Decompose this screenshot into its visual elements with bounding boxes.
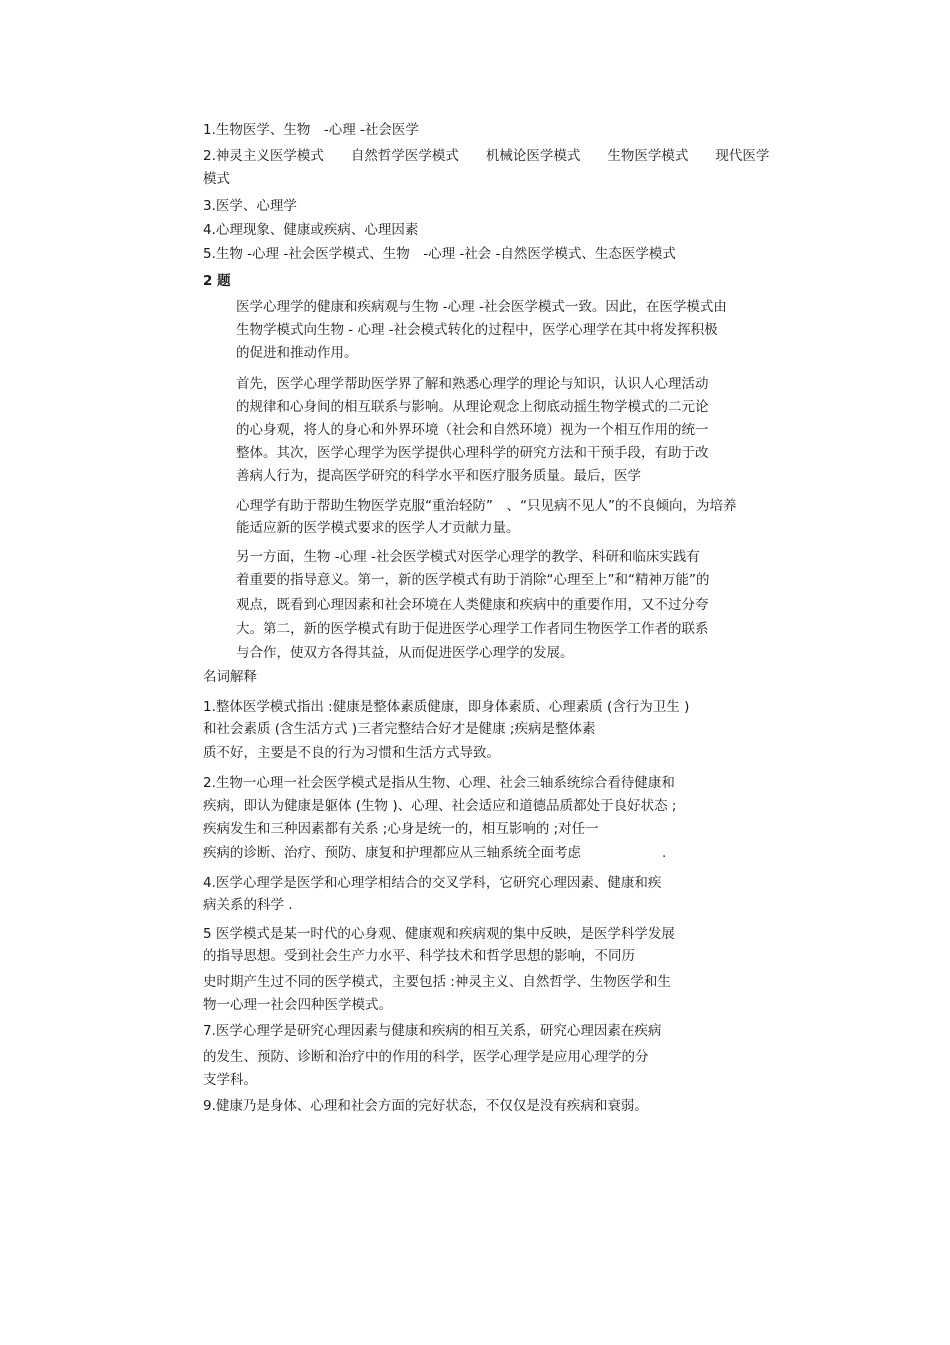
glossary-line: 疾病发生和三种因素都有关系 ;心身是统一的，相互影响的 ;对任一 [203,821,599,837]
essay-line: 的心身观，将人的身心和外界环境（社会和自然环境）视为一个相互作用的统一 [236,422,709,438]
answer-line-2-cont: 模式 [203,171,230,187]
glossary-line: 物一心理一社会四种医学模式。 [203,997,392,1013]
essay-line: 心理学有助于帮助生物医学克服“重治轻防” 、“只见病不见人”的不良倾向，为培养 [236,498,737,514]
glossary-heading: 名词解释 [203,669,257,685]
glossary-line: 的发生、预防、诊断和治疗中的作用的科学，医学心理学是应用心理学的分 [203,1049,649,1065]
essay-line: 能适应新的医学模式要求的医学人才贡献力量。 [236,520,520,536]
essay-line: 大。第二，新的医学模式有助于促进医学心理学工作者同生物医学工作者的联系 [236,621,709,637]
glossary-line: 疾病的诊断、治疗、预防、康复和护理都应从三轴系统全面考虑 . [203,845,667,861]
glossary-line: 7.医学心理学是研究心理因素与健康和疾病的相互关系，研究心理因素在疾病 [203,1023,662,1039]
answer-line-2: 2.神灵主义医学模式 自然哲学医学模式 机械论医学模式 生物医学模式 现代医学 [203,148,770,164]
answer-line-4: 4.心理现象、健康或疾病、心理因素 [203,222,419,238]
essay-line: 的规律和心身间的相互联系与影响。从理论观念上彻底动摇生物学模式的二元论 [236,399,709,415]
glossary-line: 和社会素质 (含生活方式 )三者完整结合好才是健康 ;疾病是整体素 [203,721,596,737]
glossary-line: 质不好，主要是不良的行为习惯和生活方式导致。 [203,745,500,761]
glossary-line: 史时期产生过不同的医学模式，主要包括 :神灵主义、自然哲学、生物医学和生 [203,974,671,990]
glossary-line: 9.健康乃是身体、心理和社会方面的完好状态，不仅仅是没有疾病和衰弱。 [203,1098,648,1114]
essay-line: 首先，医学心理学帮助医学界了解和熟悉心理学的理论与知识，认识人心理活动 [236,376,709,392]
essay-line: 另一方面，生物 -心理 -社会医学模式对医学心理学的教学、科研和临床实践有 [236,549,700,565]
glossary-line: 5 医学模式是某一时代的心身观、健康观和疾病观的集中反映，是医学科学发展 [203,926,675,942]
essay-line: 着重要的指导意义。第一，新的医学模式有助于消除“心理至上”和“精神万能”的 [236,572,710,588]
glossary-line: 1.整体医学模式指出 :健康是整体素质健康，即身体素质、心理素质 (含行为卫生 ) [203,699,690,715]
glossary-line: 4.医学心理学是医学和心理学相结合的交叉学科，它研究心理因素、健康和疾 [203,875,662,891]
section-2-heading: 2 题 [203,273,231,289]
glossary-line: 疾病，即认为健康是躯体 (生物 )、心理、社会适应和道德品质都处于良好状态 ; [203,798,677,814]
essay-line: 生物学模式向生物 - 心理 -社会模式转化的过程中，医学心理学在其中将发挥积极 [236,322,718,338]
essay-line: 与合作，使双方各得其益，从而促进医学心理学的发展。 [236,645,574,661]
essay-line: 医学心理学的健康和疾病观与生物 -心理 -社会医学模式一致。因此，在医学模式由 [236,299,727,315]
glossary-line: 病关系的科学 . [203,897,293,913]
answer-line-1: 1.生物医学、生物 -心理 -社会医学 [203,122,419,138]
essay-line: 善病人行为，提高医学研究的科学水平和医疗服务质量。最后，医学 [236,468,641,484]
answer-line-5: 5.生物 -心理 -社会医学模式、生物 -心理 -社会 -自然医学模式、生态医学模式 [203,246,676,262]
glossary-line: 2.生物一心理一社会医学模式是指从生物、心理、社会三轴系统综合看待健康和 [203,775,675,791]
glossary-line: 的指导思想。受到社会生产力水平、科学技术和哲学思想的影响，不同历 [203,948,635,964]
essay-line: 整体。其次，医学心理学为医学提供心理科学的研究方法和干预手段，有助于改 [236,445,709,461]
glossary-line: 支学科。 [203,1072,257,1088]
essay-line: 的促进和推动作用。 [236,345,358,361]
answer-line-3: 3.医学、心理学 [203,198,297,214]
essay-line: 观点，既看到心理因素和社会环境在人类健康和疾病中的重要作用，又不过分夸 [236,597,709,613]
